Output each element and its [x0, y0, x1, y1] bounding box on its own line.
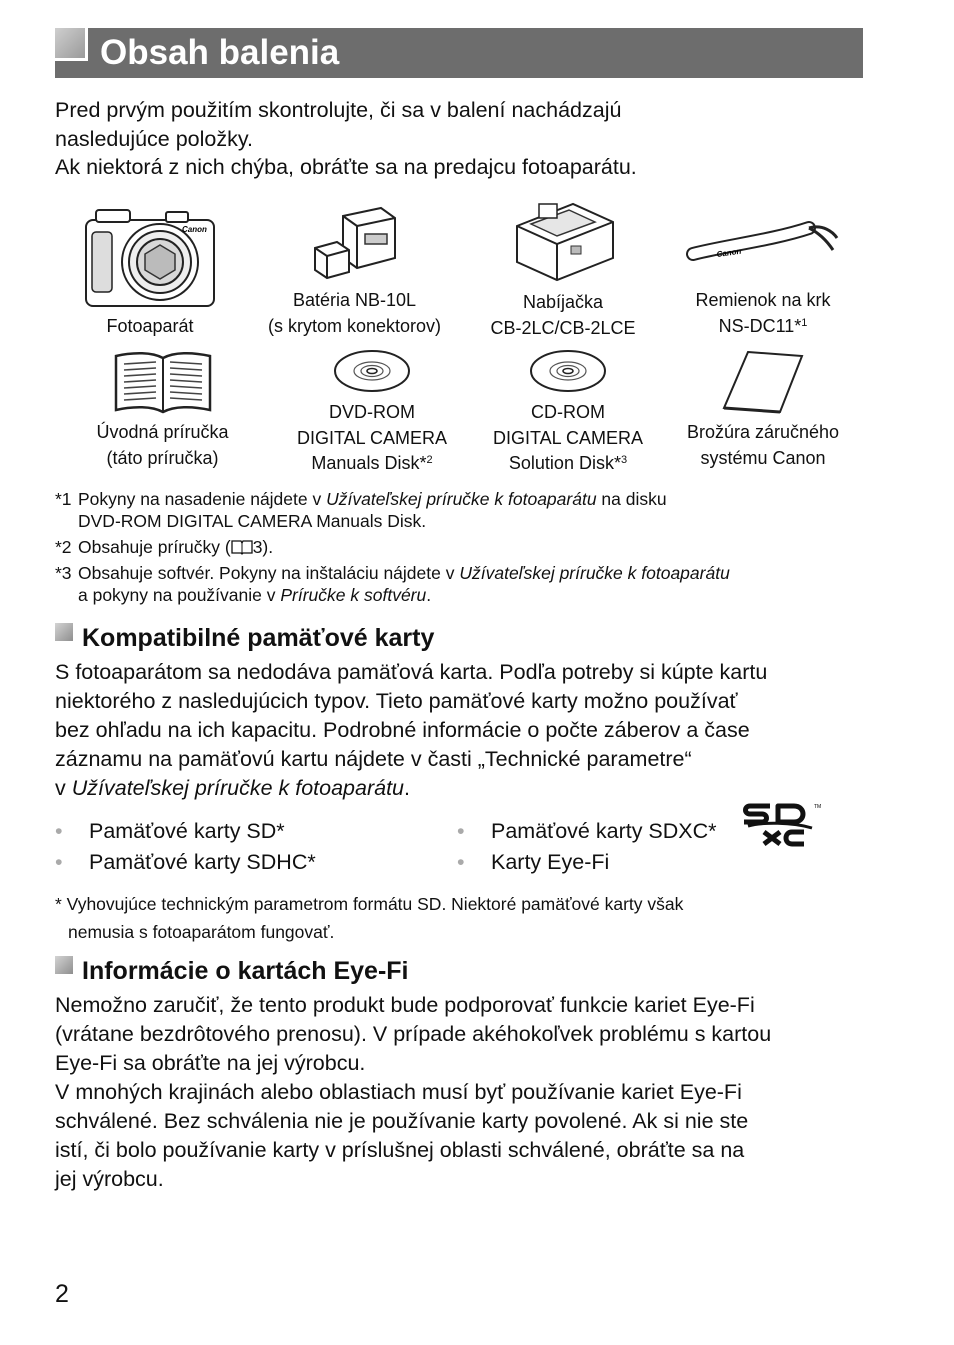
section-square-icon	[55, 623, 73, 641]
item-label: NS-DC11*	[718, 315, 802, 336]
page-title: Obsah balenia	[100, 33, 340, 72]
item-label: systému Canon	[700, 447, 826, 468]
paragraph-line: schválené. Bez schválenia nie je používanie karty povolené. Ak si nie ste	[55, 1109, 749, 1133]
list-item	[457, 847, 717, 878]
note-text: Obsahuje softvér. Pokyny na inštaláciu nájdete v	[78, 563, 460, 583]
footnote-line: * Vyhovujúce technickým parametrom formátu SD. Niektoré pamäťové karty však	[55, 894, 684, 914]
item-label: CD-ROM	[531, 402, 605, 422]
intro-text	[55, 96, 875, 182]
title-square-icon	[55, 28, 88, 61]
list-item-text: Pamäťové karty SDHC*	[89, 850, 316, 874]
note-italic: Príručke k softvéru	[280, 585, 427, 605]
intro-line: Pred prvým použitím skontrolujte, či sa v balení nachádzajú	[55, 98, 622, 122]
paragraph-text: v	[55, 776, 72, 800]
paragraph-line: bez ohľadu na ich kapacitu. Podrobné informácie o počte záberov a čase	[55, 718, 750, 742]
footnote-mark: *2	[55, 537, 72, 557]
item-strap	[674, 210, 852, 339]
list-item	[457, 816, 717, 847]
item-label: DVD-ROM	[329, 402, 415, 422]
item-label: Nabíjačka	[522, 292, 604, 312]
strap-brand-label: Canon	[716, 246, 742, 259]
item-cd	[478, 348, 658, 477]
item-label: Úvodná príručka	[96, 422, 229, 442]
item-label: (s krytom konektorov)	[267, 315, 442, 336]
bullet-icon: •	[457, 819, 465, 843]
warranty-booklet-icon	[718, 350, 808, 416]
item-label: CB-2LC/CB-2LCE	[490, 317, 636, 338]
bullet-icon: •	[55, 819, 63, 843]
footnote-mark: *1	[55, 489, 72, 509]
section-heading-text: Kompatibilné pamäťové karty	[82, 624, 435, 652]
item-dvd	[282, 348, 462, 477]
open-book-icon	[108, 348, 218, 418]
bullet-icon: •	[55, 850, 63, 874]
item-label: Fotoaparát	[106, 316, 194, 336]
note-text: .	[426, 585, 432, 605]
sdxc-logo-icon	[742, 802, 822, 848]
paragraph-text: .	[404, 776, 411, 800]
page-number: 2	[55, 1280, 69, 1308]
card-list-right	[457, 816, 717, 878]
dvd-disc-icon	[332, 348, 412, 394]
note-text: a pokyny na používanie v	[78, 585, 281, 605]
paragraph-italic: Užívateľskej príručke k fotoaparátu	[71, 776, 405, 800]
book-reference-icon	[231, 539, 253, 555]
intro-line: nasledujúce položky.	[55, 126, 254, 151]
list-item	[55, 816, 316, 847]
paragraph-line: istí, či bolo používanie karty v príslušnej oblasti schválené, obráťte sa na	[55, 1138, 745, 1162]
paragraph-line: Eye-Fi sa obráťte na jej výrobcu.	[55, 1051, 366, 1075]
footnote-line: nemusia s fotoaparátom fungovať.	[68, 922, 335, 942]
section-square-icon	[55, 956, 73, 974]
note-text: Pokyny na nasadenie nájdete v	[78, 489, 327, 509]
note-text: DVD-ROM DIGITAL CAMERA Manuals Disk.	[78, 511, 427, 531]
note-text: na disku	[596, 489, 667, 509]
footnote-2	[55, 536, 875, 558]
camera-icon	[80, 206, 220, 310]
camera-brand-label: Canon	[182, 225, 207, 234]
item-label: DIGITAL CAMERA	[492, 427, 644, 448]
cd-disc-icon	[528, 348, 608, 394]
section-heading-cards	[55, 624, 434, 653]
paragraph-line: niektorého z nasledujúcich typov. Tieto pamäťové karty možno používať	[55, 689, 738, 713]
item-label: DIGITAL CAMERA	[296, 427, 448, 448]
svg-text:TM: TM	[814, 804, 822, 810]
item-label: Manuals Disk*	[311, 453, 427, 473]
item-camera	[75, 206, 225, 340]
list-item	[55, 847, 316, 878]
paragraph-line: (vrátane bezdrôtového prenosu). V prípade akéhokoľvek problému s kartou	[55, 1022, 772, 1046]
paragraph-line: V mnohých krajinách alebo oblastiach musí byť používanie kariet Eye-Fi	[55, 1080, 742, 1104]
footnote-mark: 2	[426, 454, 433, 466]
item-footnotes	[55, 488, 875, 606]
cards-footnote	[55, 890, 875, 946]
section-heading-text: Informácie o kartách Eye-Fi	[82, 957, 409, 985]
neck-strap-icon	[683, 210, 843, 280]
footnote-1	[55, 488, 875, 532]
footnote-mark: 1	[801, 316, 808, 329]
list-item-text: Pamäťové karty SDXC*	[491, 819, 717, 843]
list-item-text: Karty Eye-Fi	[491, 850, 610, 874]
item-warranty	[672, 350, 854, 471]
list-item-text: Pamäťové karty SD*	[89, 819, 285, 843]
note-text: 3).	[252, 537, 274, 557]
paragraph-line: S fotoaparátom sa nedodáva pamäťová karta. Podľa potreby si kúpte kartu	[55, 660, 768, 684]
charger-icon	[503, 200, 623, 284]
paragraph-line: jej výrobcu.	[55, 1167, 164, 1191]
bullet-icon: •	[457, 850, 465, 874]
paragraph-line: záznamu na pamäťovú kartu nájdete v časti „Technické parametre“	[55, 747, 692, 771]
paragraph-line: Nemožno zaručiť, že tento produkt bude podporovať funkcie kariet Eye-Fi	[55, 993, 755, 1017]
footnote-mark: *3	[55, 563, 72, 583]
cards-paragraph	[55, 658, 885, 803]
card-list-left	[55, 816, 316, 878]
item-label: Solution Disk*	[508, 453, 621, 473]
item-label: Batéria NB-10L	[292, 290, 417, 310]
intro-line: Ak niektorá z nich chýba, obráťte sa na predajcu fotoaparátu.	[55, 155, 637, 179]
footnote-3	[55, 562, 875, 606]
item-guide	[80, 348, 245, 471]
item-battery	[252, 206, 457, 339]
note-text: Obsahuje príručky (	[78, 537, 231, 557]
item-label: Remienok na krk	[695, 290, 831, 310]
item-label: Brožúra záručného	[686, 422, 840, 442]
section-heading-eyefi	[55, 957, 409, 986]
battery-icon	[295, 206, 415, 282]
item-charger	[470, 200, 656, 341]
eyefi-paragraph	[55, 991, 885, 1194]
note-italic: Užívateľskej príručke k fotoaparátu	[326, 489, 597, 509]
footnote-mark: 3	[620, 454, 628, 466]
note-italic: Užívateľskej príručke k fotoaparátu	[459, 563, 730, 583]
item-label: (táto príručka)	[106, 447, 219, 468]
